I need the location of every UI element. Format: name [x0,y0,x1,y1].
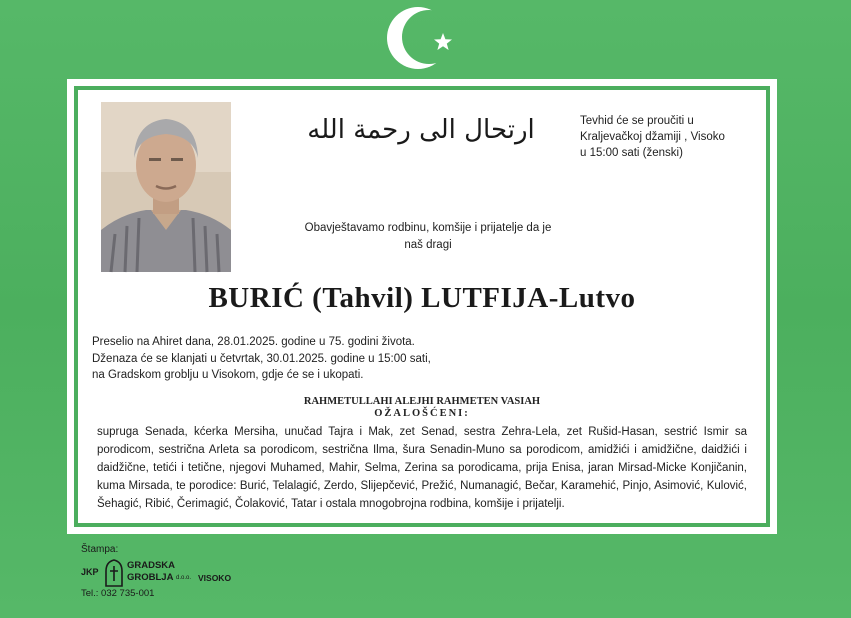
mourners-list: supruga Senada, kćerka Mersiha, unučad Tajra i Mak, zet Senad, sestra Zehra-Lela, zet Rušid-Hasan, sestrić Ismir sa porodicom, sestrična Arleta sa porodicom, sestrična Ilma, šura Senadin-Muno sa porodicom, amidžići i amidžične, daidžići i daidžične, tetići i tetične, njegovi Muhamed, Mahir, Selma, Zerina sa porodicama, prija Enisa, jaran Mirsad-Micke Konjičanin, kuma Mirsada, te porodice: Burić, Telalagić, Zerdo, Slijepčević, Prežić, Numanagić, Bečar, Karamehić, Pinjo, Asimović, Kulović, Šehagić, Ribić, Čerimagić, Čolaković, Tatar i ostala mnogobrojna rodbina, komšije i prijatelji. [97,426,747,510]
announcement-text [298,220,558,254]
tevhid-notice [580,113,760,161]
details-line-3: na Gradskom groblju u Visokom, gdje će se i ukopati. [92,369,364,381]
print-label: Štampa: [81,544,119,555]
company-logo-icon [105,559,123,587]
notice-line-2: naš dragi [404,239,452,251]
details-line-2: Dženaza će se klanjati u četvrtak, 30.01.2025. godine u 15:00 sati, [92,352,431,365]
company-name-line-2: GROBLJA [127,572,174,583]
prayer-line: RAHMETULLAHI ALEJHI RAHMETEN VASIAH [303,396,541,407]
crescent-and-star-icon [385,4,465,72]
portrait-photo [101,102,231,272]
calligraphy-text: ارتحال الى رحمة الله [307,115,535,145]
card-content [78,90,766,523]
deceased-name: BURIĆ (Tahvil) LUTFIJA-Lutvo [208,282,636,314]
company-city: VISOKO [198,573,232,583]
tevhid-line-2: Kraljevačkoj džamiji , Visoko [580,131,725,143]
mourners-heading: OŽALOŠĆENI: [374,408,470,419]
funeral-details [92,334,692,384]
company-logo [81,559,251,589]
company-name-line-1: GRADSKA [127,560,176,571]
arabic-calligraphy [307,100,535,154]
details-line-1: Preselio na Ahiret dana, 28.01.2025. godine u 75. godini života. [92,336,415,348]
tevhid-line-1: Tevhid će se proučiti u [580,115,694,127]
notice-line-1: Obavještavamo rodbinu, komšije i prijatelje da je [304,222,552,234]
company-suffix: d.o.o. [176,575,192,581]
print-footer [81,544,281,604]
tevhid-line-3: u 15:00 sati (ženski) [580,147,683,159]
phone-number: Tel.: 032 735-001 [81,588,155,599]
jkp-label: JKP [81,567,99,577]
